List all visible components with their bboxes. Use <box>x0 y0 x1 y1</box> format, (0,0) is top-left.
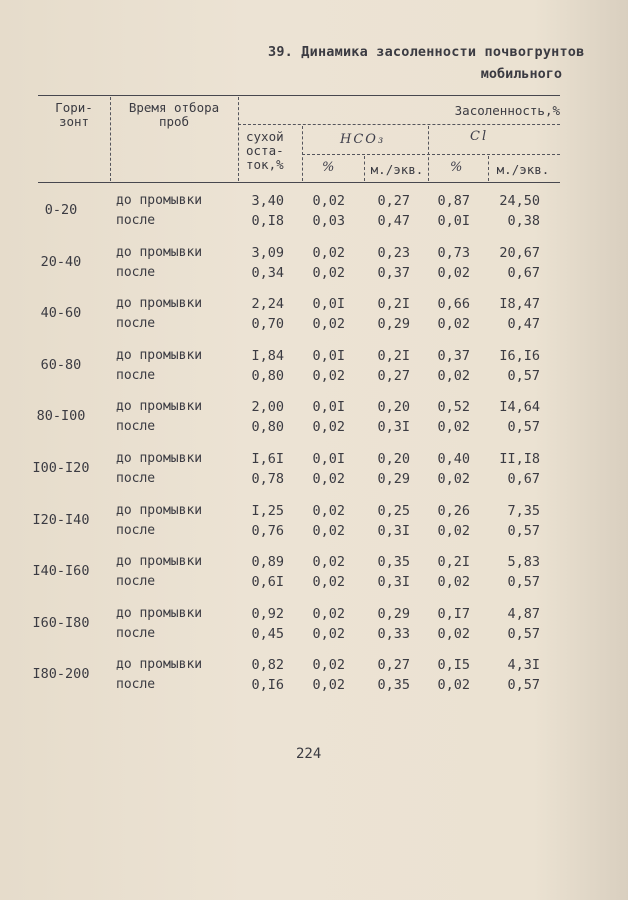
row-time-before: до промывки <box>116 347 203 363</box>
row-horizon: 40-60 <box>40 305 82 322</box>
row-horizon: 0-20 <box>44 202 78 218</box>
row-time-before: до промывки <box>116 657 203 673</box>
cell-hco3-pct: 0,02 <box>312 471 345 487</box>
cell-dry-residue: 2,24 <box>251 296 284 313</box>
cell-cl-meq: 4,87 <box>507 605 540 622</box>
cell-dry-residue: I,25 <box>251 502 284 519</box>
cell-hco3-meq: 0,29 <box>377 471 410 487</box>
cell-cl-meq: 0,57 <box>507 419 540 436</box>
cell-hco3-meq: 0,25 <box>377 502 410 519</box>
cell-hco3-pct: 0,02 <box>312 605 345 622</box>
row-time-after: после <box>116 471 156 486</box>
cell-cl-pct: 0,02 <box>437 471 470 487</box>
header-cl-pct: % <box>450 160 465 175</box>
cell-hco3-pct: 0,02 <box>312 264 345 281</box>
cell-dry-residue: 2,00 <box>251 399 284 416</box>
cell-cl-meq: 20,67 <box>499 244 540 261</box>
cell-cl-pct: 0,02 <box>437 522 470 539</box>
row-time-before: до промывки <box>116 554 203 570</box>
header-top-rule <box>38 95 560 96</box>
table-title-continuation: мобильного <box>480 66 562 82</box>
cell-hco3-meq: 0,3I <box>377 522 410 539</box>
cell-hco3-pct: 0,02 <box>312 502 345 519</box>
header-cl-meq: м./экв. <box>496 162 550 177</box>
row-time-after: после <box>116 522 156 538</box>
row-time-after: после <box>116 264 156 280</box>
cell-hco3-meq: 0,27 <box>377 193 410 209</box>
header-time: Время отбора проб <box>128 100 220 129</box>
cell-cl-pct: 0,I7 <box>437 605 470 622</box>
cell-cl-meq: 0,67 <box>507 471 540 487</box>
row-time-after: после <box>116 213 156 228</box>
cell-dry-residue: 0,92 <box>251 605 284 622</box>
ion-subrule <box>302 154 560 155</box>
cell-cl-pct: 0,I5 <box>437 657 470 674</box>
cell-dry-residue: 3,09 <box>251 244 284 261</box>
cell-cl-pct: 0,87 <box>437 193 470 209</box>
cell-cl-pct: 0,66 <box>437 296 470 313</box>
cell-cl-meq: 0,57 <box>507 367 540 384</box>
cell-dry-residue: 0,45 <box>251 625 284 642</box>
row-horizon: I80-200 <box>32 666 90 683</box>
cell-hco3-meq: 0,23 <box>377 244 410 261</box>
cell-cl-pct: 0,0I <box>437 213 470 229</box>
cell-hco3-meq: 0,29 <box>377 605 410 622</box>
row-time-before: до промывки <box>116 244 203 260</box>
row-time-before: до промывки <box>116 296 203 312</box>
header-hco3-meq: м./экв. <box>370 162 424 177</box>
cell-dry-residue: 0,70 <box>251 316 284 333</box>
row-time-before: до промывки <box>116 605 203 621</box>
cell-cl-meq: 0,57 <box>507 625 540 642</box>
cell-hco3-meq: 0,20 <box>377 451 410 467</box>
cell-cl-meq: I8,47 <box>499 296 540 313</box>
divider-cl-pct-meq <box>488 156 489 181</box>
cell-hco3-meq: 0,2I <box>377 347 410 364</box>
cell-hco3-pct: 0,03 <box>312 213 345 229</box>
header-cl: Cl <box>470 129 489 144</box>
cell-hco3-pct: 0,02 <box>312 554 345 571</box>
table-title: 39. Динамика засоленности почвогрунтов <box>268 44 585 60</box>
cell-cl-pct: 0,26 <box>437 502 470 519</box>
cell-cl-meq: 0,47 <box>507 316 540 333</box>
cell-cl-meq: 4,3I <box>507 657 540 674</box>
cell-dry-residue: 0,80 <box>251 419 284 436</box>
cell-cl-pct: 0,02 <box>437 264 470 281</box>
row-time-after: после <box>116 574 156 590</box>
cell-hco3-meq: 0,35 <box>377 554 410 571</box>
cell-cl-pct: 0,37 <box>437 347 470 364</box>
row-horizon: I40-I60 <box>32 563 90 580</box>
cell-cl-meq: 0,57 <box>507 522 540 539</box>
cell-cl-pct: 0,2I <box>437 554 470 571</box>
cell-dry-residue: 0,I8 <box>251 213 284 229</box>
cell-hco3-meq: 0,29 <box>377 316 410 333</box>
cell-cl-meq: 0,67 <box>507 264 540 281</box>
cell-hco3-pct: 0,0I <box>312 451 345 467</box>
row-horizon: 20-40 <box>40 253 82 270</box>
header-horizon: Гори- зонт <box>55 100 93 129</box>
cell-cl-pct: 0,02 <box>437 419 470 436</box>
cell-hco3-pct: 0,02 <box>312 367 345 384</box>
divider-hco3-pct-meq <box>364 156 365 181</box>
cell-hco3-meq: 0,3I <box>377 574 410 591</box>
cell-cl-meq: 0,57 <box>507 574 540 591</box>
header-hco3: HCO₃ <box>340 132 386 147</box>
header-dry-residue: сухой оста- ток,% <box>246 129 284 172</box>
row-time-after: после <box>116 367 156 383</box>
cell-hco3-pct: 0,02 <box>312 625 345 642</box>
cell-dry-residue: I,6I <box>251 451 284 467</box>
cell-dry-residue: 0,80 <box>251 367 284 384</box>
cell-hco3-meq: 0,47 <box>377 213 410 229</box>
cell-hco3-pct: 0,0I <box>312 399 345 416</box>
cell-cl-meq: I4,64 <box>499 399 540 416</box>
cell-cl-meq: 0,57 <box>507 677 540 694</box>
cell-cl-pct: 0,02 <box>437 316 470 333</box>
row-time-after: после <box>116 677 156 693</box>
cell-cl-pct: 0,02 <box>437 677 470 694</box>
salinity-subrule <box>238 124 560 125</box>
row-horizon: I20-I40 <box>32 511 90 528</box>
cell-dry-residue: 0,78 <box>251 471 284 487</box>
cell-cl-meq: 7,35 <box>507 502 540 519</box>
cell-hco3-pct: 0,0I <box>312 296 345 313</box>
header-salinity: Засоленность,% <box>454 103 560 118</box>
cell-dry-residue: 0,34 <box>251 264 284 281</box>
row-time-before: до промывки <box>116 193 203 208</box>
cell-hco3-pct: 0,02 <box>312 419 345 436</box>
divider-time-salinity <box>238 97 239 181</box>
cell-hco3-pct: 0,02 <box>312 574 345 591</box>
row-time-before: до промывки <box>116 502 203 518</box>
cell-dry-residue: 3,40 <box>251 193 284 209</box>
cell-dry-residue: 0,76 <box>251 522 284 539</box>
cell-hco3-pct: 0,02 <box>312 657 345 674</box>
cell-dry-residue: 0,82 <box>251 657 284 674</box>
cell-cl-meq: 0,38 <box>507 213 540 229</box>
cell-cl-pct: 0,52 <box>437 399 470 416</box>
cell-hco3-meq: 0,3I <box>377 419 410 436</box>
row-time-after: после <box>116 419 156 435</box>
cell-dry-residue: 0,89 <box>251 554 284 571</box>
cell-hco3-pct: 0,02 <box>312 316 345 333</box>
cell-cl-pct: 0,73 <box>437 244 470 261</box>
cell-hco3-meq: 0,2I <box>377 296 410 313</box>
cell-dry-residue: 0,6I <box>251 574 284 591</box>
row-time-after: после <box>116 316 156 332</box>
cell-cl-pct: 0,02 <box>437 574 470 591</box>
cell-cl-meq: I6,I6 <box>499 347 540 364</box>
cell-hco3-pct: 0,0I <box>312 347 345 364</box>
cell-hco3-meq: 0,20 <box>377 399 410 416</box>
cell-dry-residue: I,84 <box>251 347 284 364</box>
page-number: 224 <box>296 746 322 762</box>
header-hco3-pct: % <box>322 160 337 175</box>
row-horizon: I00-I20 <box>32 460 90 476</box>
cell-hco3-pct: 0,02 <box>312 193 345 209</box>
cell-dry-residue: 0,I6 <box>251 677 284 694</box>
cell-hco3-meq: 0,37 <box>377 264 410 281</box>
row-time-after: после <box>116 625 156 641</box>
divider-horizon-time <box>110 97 111 181</box>
row-horizon: 60-80 <box>40 356 82 373</box>
cell-cl-pct: 0,40 <box>437 451 470 467</box>
cell-cl-pct: 0,02 <box>437 367 470 384</box>
cell-hco3-pct: 0,02 <box>312 244 345 261</box>
cell-cl-pct: 0,02 <box>437 625 470 642</box>
cell-hco3-meq: 0,27 <box>377 367 410 384</box>
cell-hco3-meq: 0,27 <box>377 657 410 674</box>
cell-cl-meq: 24,50 <box>499 193 540 209</box>
cell-cl-meq: II,I8 <box>499 451 540 467</box>
cell-hco3-meq: 0,35 <box>377 677 410 694</box>
row-horizon: 80-I00 <box>36 408 86 425</box>
row-horizon: I60-I80 <box>32 614 90 631</box>
row-time-before: до промывки <box>116 451 203 466</box>
divider-hco3-cl <box>428 126 429 181</box>
cell-hco3-pct: 0,02 <box>312 677 345 694</box>
cell-hco3-meq: 0,33 <box>377 625 410 642</box>
row-time-before: до промывки <box>116 399 203 415</box>
cell-hco3-pct: 0,02 <box>312 522 345 539</box>
cell-cl-meq: 5,83 <box>507 554 540 571</box>
header-bottom-rule <box>38 182 560 183</box>
